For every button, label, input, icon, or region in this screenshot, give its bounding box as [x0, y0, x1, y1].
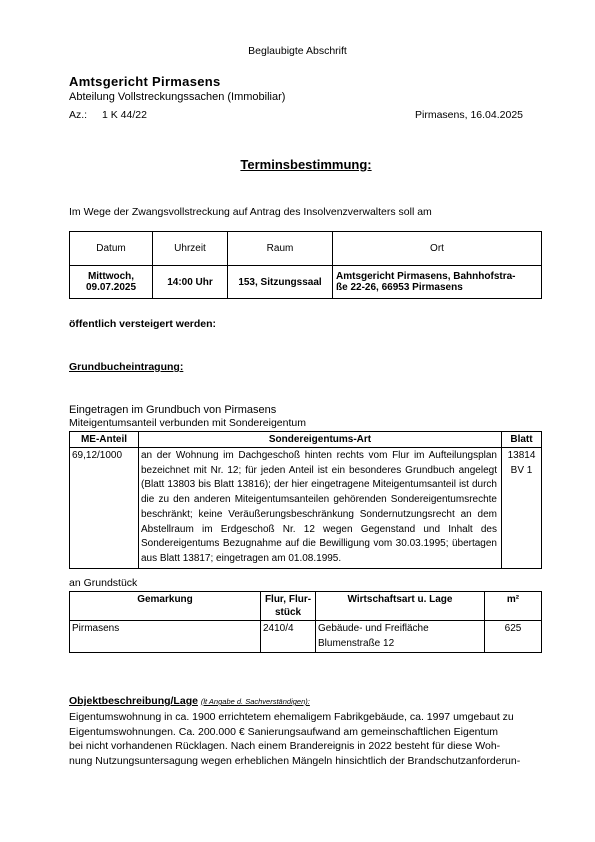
appointment-place-line1: Amtsgericht Pirmasens, Bahnhofstra-	[336, 271, 516, 282]
land-register-line2: Miteigentumsanteil verbunden mit Sondereigentum	[69, 417, 306, 429]
sheet-bv: BV 1	[510, 464, 533, 476]
condominium-header-row	[70, 432, 542, 448]
condominium-description: an der Wohnung im Dachgeschoß hinten rechts vom Flur im Aufteilungsplan bezeichnet mit Nr. 12; für jeden Anteil ist ein besonderes Grundbuch angelegt (Blatt 13803 bis Blatt 13816); der hier eingetragene Miteigentumsanteil ist durch die zu den anderen Miteigentumsanteilen gehörenden Sondereigentumsrechte beschränkt; keine Veräußerungsbeschränkung Sondernutzungsrecht an dem Abstellraum im Erdgeschoß Nr. 12 wegen Gegenstand und Inhalt des Sondereigentums Bezugnahme auf die Bewilligung vom 30.03.1995; übertagen aus Blatt 13817; eingetragen am 01.08.1995.	[139, 448, 502, 569]
header-date: Datum	[70, 232, 153, 266]
header-room: Raum	[228, 232, 333, 266]
intro-text: Im Wege der Zwangsvollstreckung auf Antrag des Insolvenzverwalters soll am	[69, 206, 432, 218]
land-register-line1: Eingetragen im Grundbuch von Pirmasens	[69, 404, 277, 416]
header-type: Sondereigentums-Art	[139, 432, 502, 448]
object-line-4: nung Nutzungsuntersagung wegen erheblichen Mängeln hinsichtlich der Brandschutzanforderun-	[69, 754, 521, 767]
header-share: ME-Anteil	[70, 432, 139, 448]
appointment-place	[333, 266, 542, 299]
auction-text: öffentlich versteigert werden:	[69, 318, 217, 330]
appointment-row	[70, 266, 542, 299]
header-economic-type: Wirtschaftsart u. Lage	[316, 592, 485, 621]
page-title: Terminsbestimmung:	[240, 157, 372, 172]
object-description	[69, 710, 549, 768]
place-date: Pirmasens, 16.04.2025	[415, 109, 523, 121]
header-sheet: Blatt	[502, 432, 542, 448]
sheet-value	[502, 448, 542, 569]
court-name: Amtsgericht Pirmasens	[69, 74, 221, 89]
case-number: 1 K 44/22	[102, 109, 147, 121]
share-value: 69,12/1000	[70, 448, 139, 569]
plot-area: 625	[485, 621, 542, 653]
appointment-room: 153, Sitzungssaal	[228, 266, 333, 299]
header-flur-line1: Flur, Flur-	[264, 594, 312, 605]
header-time: Uhrzeit	[153, 232, 228, 266]
header-place: Ort	[333, 232, 542, 266]
department: Abteilung Vollstreckungssachen (Immobiliar)	[69, 91, 286, 103]
sheet-number: 13814	[507, 450, 536, 461]
appointment-time: 14:00 Uhr	[153, 266, 228, 299]
land-register-heading: Grundbucheintragung:	[69, 361, 184, 373]
object-heading-block	[69, 695, 310, 707]
table-row	[70, 621, 542, 653]
object-line-1: Eigentumswohnung in ca. 1900 errichtetem ehemaligem Fabrikgebäude, ca. 1997 umgebaut zu	[69, 711, 514, 723]
appointment-header-row	[70, 232, 542, 266]
plot-flur: 2410/4	[261, 621, 316, 653]
plot-type-line2: Blumenstraße 12	[318, 637, 395, 649]
plot-label: an Grundstück	[69, 577, 138, 589]
appointment-day: 09.07.2025	[85, 282, 137, 293]
header-flur-line2: stück	[274, 607, 302, 618]
object-line-3: bei nicht vorhandenen Rücklagen. Nach einem Brandereignis in 2022 besteht für diese Woh-	[69, 740, 501, 752]
object-heading: Objektbeschreibung/Lage	[69, 695, 198, 707]
object-line-2: Eigentumswohnungen. Ca. 200.000 € Sanierungsaufwand am gemeinschaftlichen Eigentum	[69, 725, 499, 738]
appointment-date	[70, 266, 153, 299]
condominium-table	[69, 431, 542, 569]
header-area: m²	[485, 592, 542, 621]
plot-type-line1: Gebäude- und Freifläche	[318, 623, 429, 634]
table-row	[70, 448, 542, 569]
certified-copy-label: Beglaubigte Abschrift	[248, 45, 347, 57]
object-heading-note: (lt Angabe d. Sachverständigen):	[200, 697, 310, 706]
header-gemarkung: Gemarkung	[70, 592, 261, 621]
plot-header-row	[70, 592, 542, 621]
plot-type	[316, 621, 485, 653]
appointment-table	[69, 231, 542, 299]
plot-table	[69, 591, 542, 653]
appointment-place-line2: ße 22-26, 66953 Pirmasens	[336, 282, 463, 293]
case-number-label: Az.:	[69, 109, 88, 121]
plot-gemarkung: Pirmasens	[70, 621, 261, 653]
appointment-weekday: Mittwoch,	[87, 271, 135, 282]
header-flur	[261, 592, 316, 621]
